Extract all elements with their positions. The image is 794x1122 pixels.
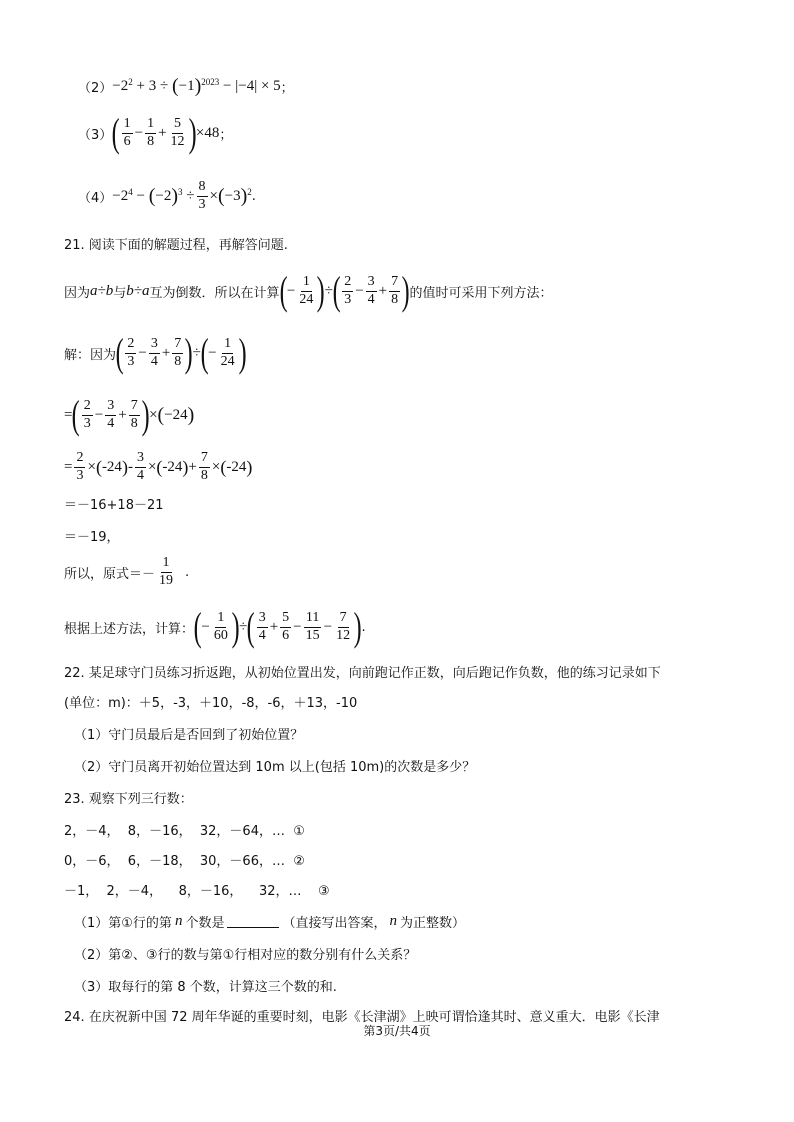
q21-solution-line2 <box>64 392 194 438</box>
problem-20-2 <box>78 72 294 100</box>
math-expression: $\frac{1}{19}$ <box>159 555 174 588</box>
math-expression: = ( $\frac{2}{3}$ − $\frac{3}{4}$ + $\frac{7}{8}$ ) × ( −24 ) <box>64 392 195 437</box>
text: （1）第①行的第 <box>74 916 172 931</box>
q22-record: (单位：m)：＋5，-3，＋10，-8，-6，＋13，-10 <box>64 696 358 711</box>
q23-sub3: （3）取每行的第 8 个数，计算这三个数的和. <box>74 980 337 995</box>
text: 解：因为 <box>64 347 117 363</box>
text: . <box>185 564 190 580</box>
q24-title: 24. 在庆祝新中国 72 周年华诞的重要时刻，电影《长津湖》上映可谓恰逢其时、意义重大．电影《长津 <box>64 1010 660 1025</box>
q21-solution-line3 <box>64 446 252 488</box>
text: 所以，原式＝－ <box>64 566 156 582</box>
q21-solution-line5: ＝－19， <box>64 530 120 545</box>
answer-blank[interactable] <box>227 915 279 928</box>
math-expression: ( $\frac{1}{6}$ − $\frac{1}{8}$ + $\frac{5}{12}$ ) ×48 <box>111 110 220 155</box>
math-expression: −2 4 − ( −2 ) 3 ÷ $\frac{8}{3}$ × ( −3 ) 2 <box>112 179 252 212</box>
text: 个数是 <box>185 916 225 931</box>
q23-sub2: （2）第②、③行的数与第①行相对应的数分别有什么关系？ <box>74 948 417 963</box>
text: 的值时可采用下列方法： <box>409 285 553 301</box>
problem-suffix: ； <box>280 80 294 96</box>
math-expression: = $\frac{2}{3}$ × ( -24 ) - $\frac{3}{4}$ × ( -24 ) + $\frac{7}{8}$ × ( -24 ) <box>64 450 253 483</box>
q23-row2: 0，－6， 6，－18， 30，－66，… ② <box>64 854 305 869</box>
text: . <box>361 619 366 635</box>
q22-sub1: （1）守门员最后是否回到了初始位置？ <box>74 728 304 743</box>
math-expression: −2 2 + 3 ÷ ( −1 ) 2023 − |−4| × 5 <box>112 74 281 97</box>
q21-conclusion <box>64 552 189 592</box>
q21-task <box>64 604 366 650</box>
expr-a-div-b: a÷b <box>90 282 114 299</box>
variable-n: n <box>174 913 183 929</box>
text: 因为 <box>64 285 91 301</box>
q23-sub1 <box>74 912 465 931</box>
expr-b-div-a: b÷a <box>126 282 150 299</box>
problem-20-3 <box>78 112 232 154</box>
q22-sub2: （2）守门员离开初始位置达到 10m 以上(包括 10m)的次数是多少？ <box>74 760 476 775</box>
q22-title: 22. 某足球守门员练习折返跑，从初始位置出发，向前跑记作正数，向后跑记作负数，他的练习记录如下 <box>64 666 661 681</box>
q21-title: 21. 阅读下面的解题过程，再解答问题. <box>64 238 288 253</box>
problem-suffix: . <box>251 188 256 204</box>
q23-title: 23. 观察下列三行数： <box>64 792 193 807</box>
text: 为正整数） <box>399 916 465 931</box>
q21-solution-line1 <box>64 330 246 376</box>
math-expression: ( − $\frac{1}{24}$ ) ÷ ( $\frac{2}{3}$ − $\frac{3}{4}$ + $\frac{7}{8}$ ) <box>279 268 410 313</box>
q21-intro <box>64 268 552 314</box>
problem-20-4 <box>78 176 256 216</box>
text: 根据上述方法，计算： <box>64 621 195 637</box>
problem-suffix: ； <box>219 127 233 143</box>
math-expression: ( $\frac{2}{3}$ − $\frac{3}{4}$ + $\frac{7}{8}$ ) ÷ ( − $\frac{1}{24}$ ) <box>115 330 247 375</box>
q23-row3: －1， 2，－4， 8，－16， 32，… ③ <box>64 884 330 899</box>
q23-row1: 2，－4， 8，－16， 32，－64，… ① <box>64 824 305 839</box>
q21-solution-line4: ＝－16+18－21 <box>64 498 164 513</box>
math-expression: ( − $\frac{1}{60}$ ) ÷ ( $\frac{3}{4}$ + $\frac{5}{6}$ − $\frac{11}{15}$ − $\frac{7}{12}$ ) <box>193 604 362 649</box>
variable-n: n <box>389 913 397 929</box>
text: 与 <box>113 285 127 301</box>
page-number: 第3页/共4页 <box>363 1024 431 1038</box>
problem-label: （3） <box>78 127 113 143</box>
problem-label: （2） <box>78 80 113 96</box>
problem-label: （4） <box>78 190 113 206</box>
text: 互为倒数．所以在计算 <box>149 285 280 301</box>
text: （直接写出答案， <box>282 916 387 931</box>
